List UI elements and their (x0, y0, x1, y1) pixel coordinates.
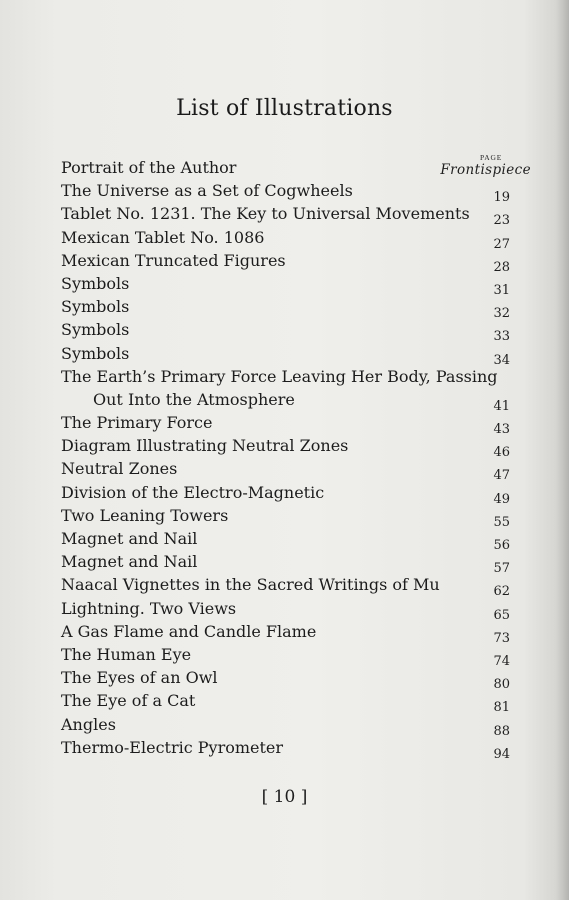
page-title: List of Illustrations (176, 96, 393, 121)
illustration-title: Neutral Zones (61, 459, 178, 479)
illustration-page: 88 (493, 723, 510, 739)
illustration-title: A Gas Flame and Candle Flame (61, 621, 317, 641)
illustration-page: 19 (493, 190, 510, 206)
illustration-title: The Universe as a Set of Cogwheels (61, 181, 353, 201)
list-item (61, 643, 531, 669)
list-item (61, 434, 531, 461)
illustration-page: 34 (493, 352, 510, 368)
illustration-page: 73 (493, 630, 510, 646)
list-item (61, 295, 531, 322)
illustration-title: Symbols (61, 343, 130, 363)
illustration-title: Two Leaning Towers (61, 505, 229, 525)
illustration-title: Symbols (61, 320, 130, 340)
illustration-title: The Human Eye (61, 644, 192, 664)
page-number: [ 10 ] (261, 787, 308, 807)
illustration-page: 32 (493, 306, 510, 322)
list-item (61, 736, 531, 762)
illustration-page: 49 (493, 491, 510, 507)
list-item (61, 365, 531, 388)
illustration-title: The Earth’s Primary Force Leaving Her Body, Passing (61, 366, 498, 386)
list-item (61, 550, 531, 577)
list-item (61, 481, 531, 507)
illustration-title: Symbols (61, 273, 130, 293)
list-item (61, 457, 531, 484)
illustration-title: Out Into the Atmosphere (93, 389, 295, 409)
illustration-page: 81 (493, 700, 510, 716)
illustration-page: 56 (493, 538, 510, 553)
illustration-page: Frontispiece (440, 162, 531, 178)
list-item (61, 713, 531, 739)
list-item (61, 689, 531, 716)
list-item (61, 597, 531, 623)
list-item (61, 666, 531, 693)
list-item (61, 411, 531, 438)
illustration-page: 57 (493, 561, 510, 577)
list-item (61, 318, 531, 345)
illustration-title: Symbols (61, 297, 130, 317)
illustration-title: Lightning. Two Views (61, 598, 237, 618)
illustration-title: The Eyes of an Owl (61, 668, 218, 688)
illustrations-list (61, 156, 531, 762)
page-edge-shadow (555, 0, 569, 900)
list-item (61, 527, 531, 553)
illustration-page: 31 (493, 282, 510, 298)
illustration-page: 28 (493, 259, 510, 275)
illustration-title: Division of the Electro-Magnetic (61, 482, 325, 502)
list-item (61, 179, 531, 206)
page-column-header: PAGE (480, 153, 503, 162)
illustration-page: 43 (493, 422, 510, 438)
illustration-title: The Eye of a Cat (61, 691, 196, 711)
illustration-page: 23 (493, 213, 510, 229)
list-item (61, 202, 531, 229)
illustration-page: 27 (493, 236, 510, 252)
illustration-page: 41 (493, 398, 510, 414)
list-item (61, 620, 531, 646)
list-item (61, 156, 531, 179)
illustration-page: 62 (493, 584, 510, 600)
illustration-page: 46 (493, 445, 510, 461)
illustration-title: Mexican Tablet No. 1086 (61, 227, 265, 247)
illustration-title: Portrait of the Author (61, 158, 237, 177)
illustration-title: Thermo-Electric Pyrometer (61, 737, 284, 757)
illustration-title: Tablet No. 1231. The Key to Universal Movements (61, 204, 470, 224)
illustration-page: 47 (493, 468, 510, 484)
list-item (61, 226, 531, 252)
illustration-title: Magnet and Nail (61, 529, 198, 548)
illustration-title: Naacal Vignettes in the Sacred Writings of Mu (61, 575, 440, 595)
illustration-title: Diagram Illustrating Neutral Zones (61, 436, 349, 456)
list-item (61, 573, 531, 600)
list-item (61, 504, 531, 530)
illustration-page: 65 (493, 607, 510, 623)
illustration-page: 80 (493, 677, 510, 693)
list-item (61, 249, 531, 275)
illustration-page: 94 (493, 746, 510, 762)
list-item (61, 342, 531, 368)
list-item (61, 272, 531, 298)
list-item-continuation (61, 388, 531, 414)
illustration-page: 33 (493, 329, 510, 345)
illustration-title: Magnet and Nail (61, 552, 198, 572)
illustration-title: Mexican Truncated Figures (61, 250, 286, 270)
illustration-title: Angles (61, 714, 116, 734)
illustration-title: The Primary Force (61, 413, 213, 433)
illustration-page: 55 (493, 514, 510, 530)
illustration-page: 74 (493, 653, 510, 669)
